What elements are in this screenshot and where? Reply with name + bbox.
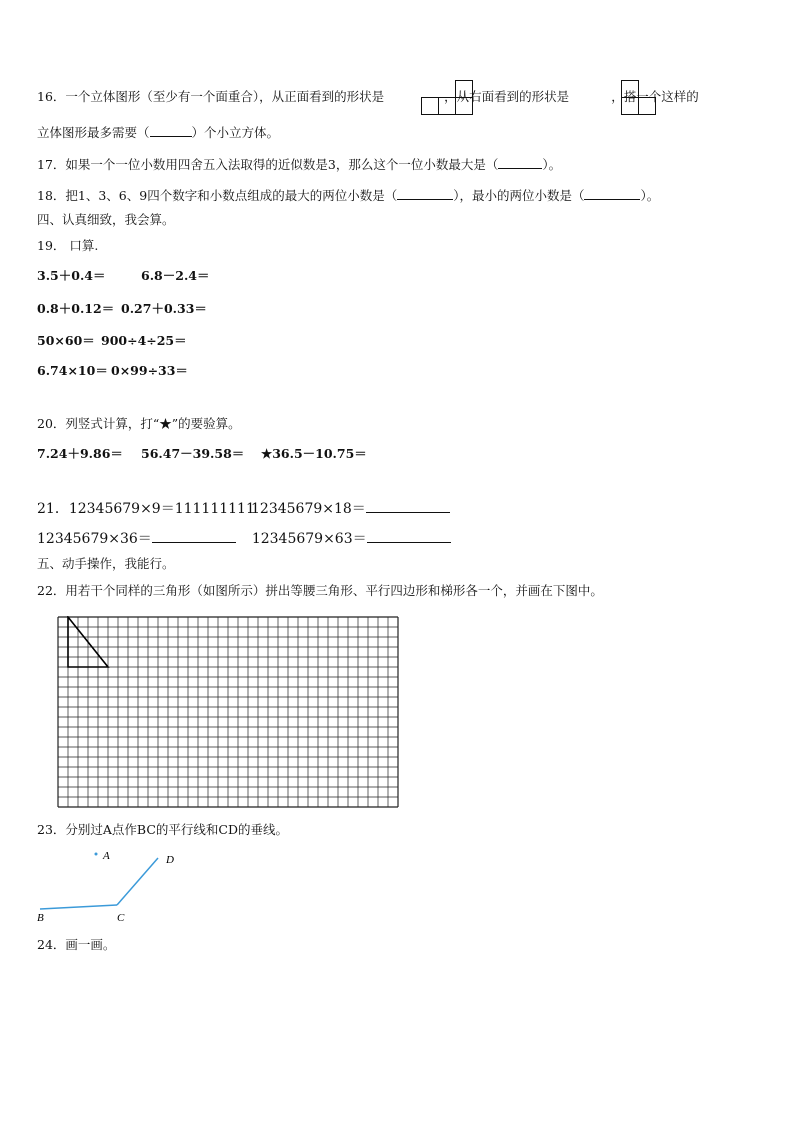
q24-text: 24．画一画。 [37,937,116,952]
q21-answer-blank-1[interactable] [366,500,450,513]
q17-text-a: 17．如果一个一位小数用四舍五入法取得的近似数是3，那么这个一位小数最大是（ [37,157,499,172]
q16-text-d: 立体图形最多需要（ [37,125,150,140]
point-a-dot [95,853,98,856]
q19-item-1a: 3.5＋0.4＝ [37,268,106,283]
q21-text-c: 12345679×36＝ [37,531,152,547]
q19-item-3b: 900÷4÷25＝ [101,333,187,348]
q23-text: 23．分别过A点作BC的平行线和CD的垂线。 [37,822,289,837]
q16-line2 [37,124,279,141]
q20-item-1: 7.24＋9.86＝ [37,446,123,461]
q16-text-c: ，搭一个这样的 [611,89,699,104]
q21-text-d: 12345679×63＝ [251,531,367,547]
geometry-figure [30,846,190,926]
q21-text-a: 21．12345679×9＝111111111 [37,501,255,517]
q19-row-1 [37,268,210,284]
q19-item-4a: 6.74×10＝ [37,363,108,378]
q18-text-b: ），最小的两位小数是（ [453,188,585,203]
q19-row-2 [37,301,207,317]
q16-text-e: ）个小立方体。 [191,125,280,140]
q16-answer-blank[interactable] [150,124,192,137]
q19-row-4 [37,363,188,379]
q21-line1 [37,500,450,517]
q18-text-c: ）。 [640,188,660,203]
q21-line2 [37,530,451,547]
segment-bc [40,905,117,909]
drawing-grid[interactable] [57,616,399,808]
q19-row-3 [37,333,187,349]
q18-answer-blank-1[interactable] [397,187,453,200]
q19-title: 19． 口算. [37,238,99,253]
q19-item-4b: 0×99÷33＝ [111,363,188,378]
q19-item-1b: 6.8－2.4＝ [141,268,210,283]
q19-item-2a: 0.8＋0.12＝ [37,301,115,316]
segment-cd [117,858,158,905]
q19-item-2b: 0.27＋0.33＝ [121,301,207,316]
label-c: C [117,912,125,924]
section-5-heading: 五、动手操作，我能行。 [37,556,175,571]
section-4-heading: 四、认真细致，我会算。 [37,212,175,227]
q16-text-b: ，从右面看到的形状是 [444,89,570,104]
q19-item-3a: 50×60＝ [37,333,95,348]
label-a: A [103,850,110,862]
q21-answer-blank-2[interactable] [152,530,236,543]
q17-text-b: ）。 [542,157,562,172]
q20-item-3: ★36.5－10.75＝ [261,446,367,461]
q20-items [37,446,367,462]
label-b: B [37,912,44,924]
q18-answer-blank-2[interactable] [584,187,640,200]
q21-answer-blank-3[interactable] [367,530,451,543]
q17-line [37,156,561,173]
q20-title: 20．列竖式计算，打“★”的要验算。 [37,416,241,431]
q22-text: 22．用若干个同样的三角形（如图所示）拼出等腰三角形、平行四边形和梯形各一个，并画在下图中。 [37,583,603,598]
q20-item-2: 56.47－39.58＝ [141,446,245,461]
q18-text-a: 18．把1、3、6、9四个数字和小数点组成的最大的两位小数是（ [37,188,398,203]
q16-text-a: 16．一个立体图形（至少有一个面重合），从正面看到的形状是 [37,89,385,104]
label-d: D [166,854,174,866]
q16-line1 [37,89,699,105]
q21-text-b: 12345679×18＝ [251,501,366,517]
q18-line [37,187,659,204]
q17-answer-blank[interactable] [498,156,542,169]
